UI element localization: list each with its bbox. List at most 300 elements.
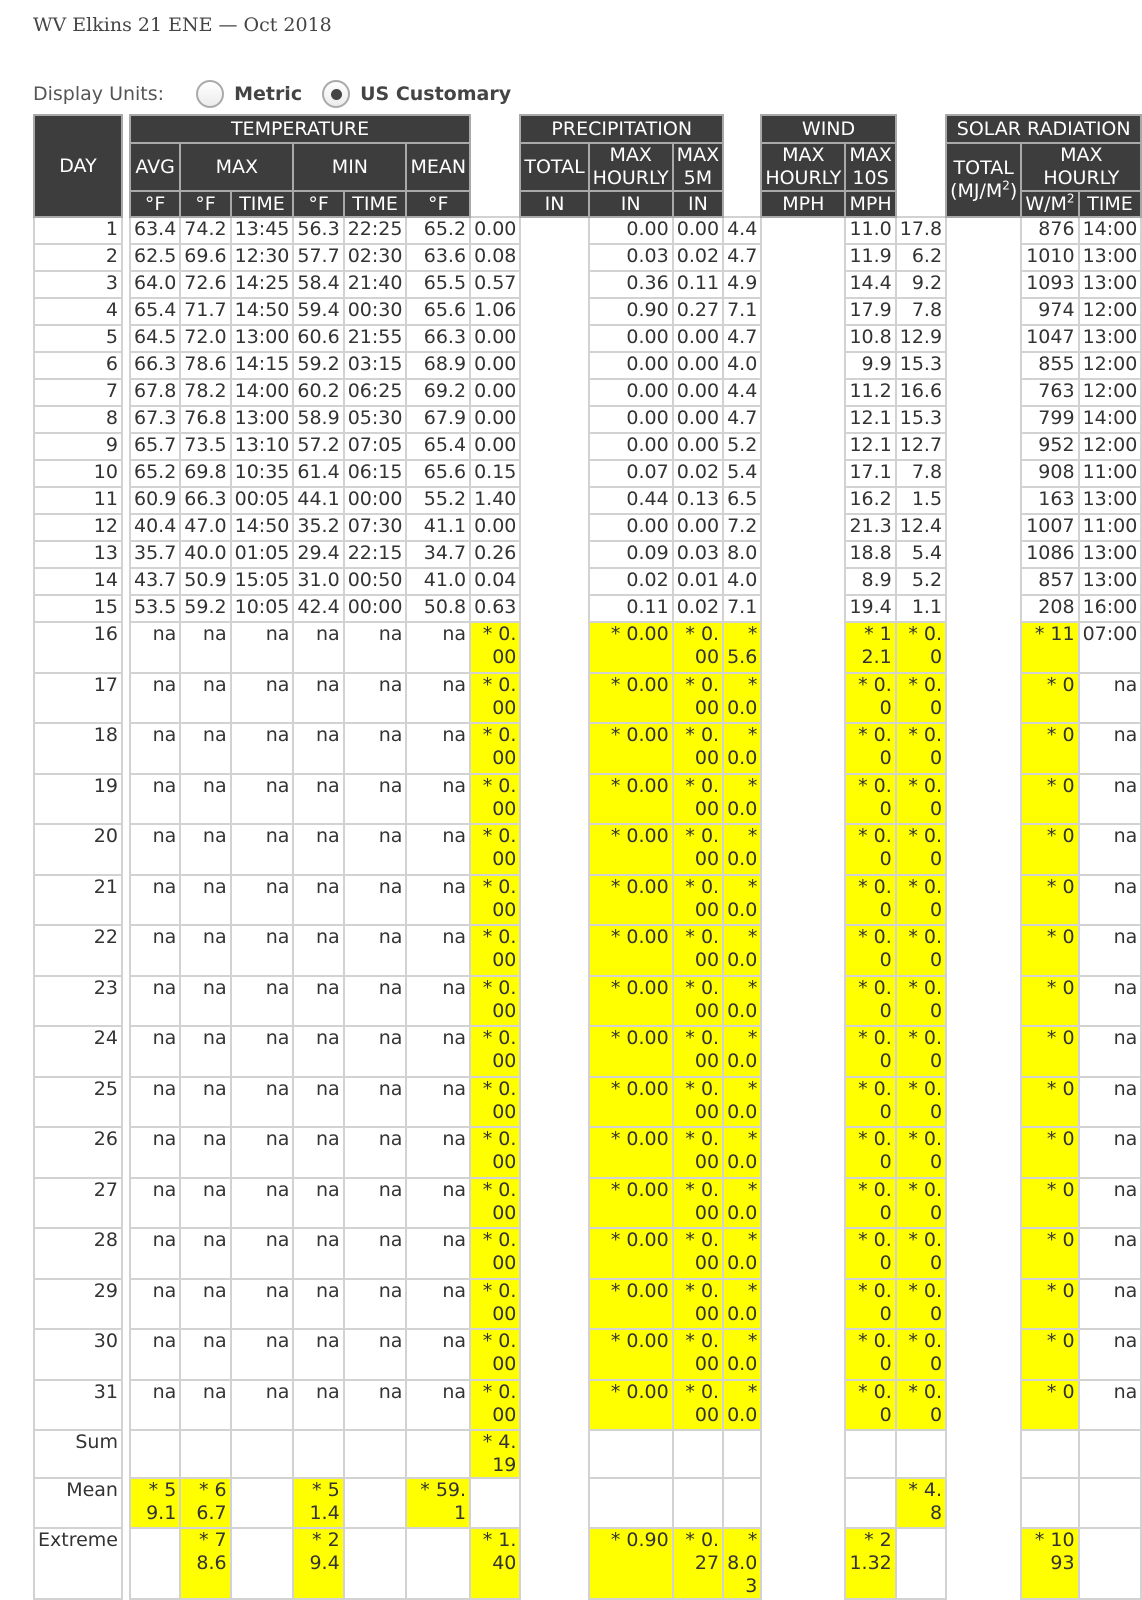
table-cell: 0.04 xyxy=(470,568,520,595)
table-cell: 19.4 xyxy=(845,595,895,622)
table-cell: 67.8 xyxy=(130,379,180,406)
table-row xyxy=(34,406,1141,433)
table-cell: * 11 xyxy=(1021,622,1078,673)
table-cell xyxy=(406,1430,470,1478)
table-cell: 17.9 xyxy=(845,298,895,325)
day-header: DAY xyxy=(34,115,122,217)
summary-row xyxy=(34,1478,1141,1528)
day-cell: 14 xyxy=(34,568,122,595)
table-cell: 78.2 xyxy=(180,379,230,406)
table-cell: na xyxy=(1079,1127,1142,1178)
table-cell: 35.2 xyxy=(293,514,343,541)
table-row xyxy=(34,824,1141,875)
table-cell: * 0.0 xyxy=(845,1380,895,1431)
day-cell: 5 xyxy=(34,325,122,352)
table-cell: * 0.00 xyxy=(470,774,520,825)
precip-max-hourly-header: MAX HOURLY xyxy=(589,143,673,191)
table-cell: 47.0 xyxy=(180,514,230,541)
table-cell: 8.9 xyxy=(845,568,895,595)
table-cell: 07:30 xyxy=(344,514,407,541)
table-row xyxy=(34,673,1141,724)
table-cell: 72.6 xyxy=(180,271,230,298)
table-cell: 0.11 xyxy=(589,595,673,622)
metric-radio[interactable] xyxy=(196,80,302,108)
table-cell: na xyxy=(1079,1026,1142,1077)
table-cell: na xyxy=(231,875,294,926)
table-cell: na xyxy=(130,824,180,875)
display-units-label: Display Units: xyxy=(33,83,165,105)
temp-max-unit: °F xyxy=(180,191,230,217)
table-cell: na xyxy=(1079,1279,1142,1330)
table-row xyxy=(34,352,1141,379)
table-cell: 4.9 xyxy=(723,271,761,298)
table-row xyxy=(34,875,1141,926)
table-cell: 41.0 xyxy=(406,568,470,595)
table-cell: * 0.00 xyxy=(589,1077,673,1128)
table-cell: na xyxy=(1079,774,1142,825)
table-cell xyxy=(673,1430,723,1478)
table-cell: 13:00 xyxy=(231,406,294,433)
table-cell: * 51.4 xyxy=(293,1478,343,1528)
table-cell: 7.2 xyxy=(723,514,761,541)
table-cell: 857 xyxy=(1021,568,1078,595)
table-cell: na xyxy=(406,976,470,1027)
table-row xyxy=(34,514,1141,541)
table-cell: 58.9 xyxy=(293,406,343,433)
table-cell: * 0.0 xyxy=(845,774,895,825)
table-cell: na xyxy=(180,875,230,926)
table-cell: 67.9 xyxy=(406,406,470,433)
table-cell: 0.00 xyxy=(589,406,673,433)
table-cell: 5.2 xyxy=(896,568,946,595)
table-cell: 876 xyxy=(1021,217,1078,244)
table-cell: * 5.6 xyxy=(723,622,761,673)
table-cell: * 0.0 xyxy=(896,622,946,673)
table-cell: na xyxy=(344,1178,407,1229)
table-cell: 11.2 xyxy=(845,379,895,406)
table-cell: 73.5 xyxy=(180,433,230,460)
table-row xyxy=(34,568,1141,595)
table-row xyxy=(34,298,1141,325)
table-cell: 0.00 xyxy=(589,514,673,541)
table-cell: 4.7 xyxy=(723,406,761,433)
table-cell xyxy=(406,1528,470,1599)
table-cell: * 0.0 xyxy=(845,1329,895,1380)
table-cell: na xyxy=(180,1077,230,1128)
table-row xyxy=(34,325,1141,352)
table-cell: na xyxy=(231,1380,294,1431)
day-cell: 22 xyxy=(34,925,122,976)
table-cell: * 0.0 xyxy=(845,1026,895,1077)
table-cell: * 0.0 xyxy=(723,976,761,1027)
table-cell: 05:30 xyxy=(344,406,407,433)
table-cell: na xyxy=(344,925,407,976)
table-cell: 44.1 xyxy=(293,487,343,514)
table-cell xyxy=(589,1430,673,1478)
table-cell: * 0.0 xyxy=(845,723,895,774)
table-cell: na xyxy=(180,1178,230,1229)
table-cell: * 0.0 xyxy=(845,1077,895,1128)
table-cell: * 0.0 xyxy=(845,925,895,976)
table-cell: 76.8 xyxy=(180,406,230,433)
table-cell: na xyxy=(231,925,294,976)
table-cell: * 0.00 xyxy=(589,1127,673,1178)
table-cell: 1007 xyxy=(1021,514,1078,541)
table-cell: * 0.00 xyxy=(589,925,673,976)
temp-min-header: MIN xyxy=(293,143,406,191)
day-cell: 21 xyxy=(34,875,122,926)
table-row xyxy=(34,487,1141,514)
table-cell: 1086 xyxy=(1021,541,1078,568)
precip-max-5m-unit: IN xyxy=(673,191,723,217)
temp-avg-header: AVG xyxy=(130,143,180,191)
day-cell: 1 xyxy=(34,217,122,244)
table-cell: 0.09 xyxy=(589,541,673,568)
table-cell xyxy=(470,1478,520,1528)
table-cell: 1.06 xyxy=(470,298,520,325)
table-cell: * 0.00 xyxy=(589,723,673,774)
table-cell xyxy=(231,1478,294,1528)
table-cell: na xyxy=(293,1279,343,1330)
table-cell: 17.1 xyxy=(845,460,895,487)
table-cell: na xyxy=(180,673,230,724)
table-cell: * 0.0 xyxy=(896,1178,946,1229)
temperature-header: TEMPERATURE xyxy=(130,115,470,143)
day-cell: 25 xyxy=(34,1077,122,1128)
precip-total-header: TOTAL xyxy=(520,143,588,191)
table-cell: 6.2 xyxy=(896,244,946,271)
table-cell: * 0.0 xyxy=(723,673,761,724)
table-cell: na xyxy=(130,774,180,825)
table-cell: 12:00 xyxy=(1079,433,1142,460)
table-cell: 0.11 xyxy=(673,271,723,298)
table-cell: 908 xyxy=(1021,460,1078,487)
table-cell: 00:50 xyxy=(344,568,407,595)
table-cell: 55.2 xyxy=(406,487,470,514)
table-cell: 12:00 xyxy=(1079,379,1142,406)
table-cell: * 0.0 xyxy=(896,1077,946,1128)
table-cell: 11:00 xyxy=(1079,460,1142,487)
table-cell: 69.6 xyxy=(180,244,230,271)
table-cell: 65.4 xyxy=(406,433,470,460)
table-cell: na xyxy=(1079,824,1142,875)
table-cell: * 0.0 xyxy=(845,673,895,724)
table-cell: 64.5 xyxy=(130,325,180,352)
table-cell: * 0.00 xyxy=(673,1380,723,1431)
table-cell: 66.3 xyxy=(406,325,470,352)
table-cell: * 0.0 xyxy=(723,723,761,774)
table-cell: * 0.00 xyxy=(470,1380,520,1431)
table-cell: na xyxy=(344,1228,407,1279)
table-cell xyxy=(1079,1478,1142,1528)
table-cell: na xyxy=(130,1077,180,1128)
table-cell: na xyxy=(180,824,230,875)
table-cell: 60.2 xyxy=(293,379,343,406)
table-cell: * 78.6 xyxy=(180,1528,230,1599)
table-cell: 952 xyxy=(1021,433,1078,460)
table-cell: * 0.00 xyxy=(673,1127,723,1178)
table-cell: 63.4 xyxy=(130,217,180,244)
table-cell xyxy=(1079,1528,1142,1599)
table-cell: na xyxy=(231,1329,294,1380)
table-cell: na xyxy=(293,824,343,875)
table-row xyxy=(34,433,1141,460)
table-cell: * 0.0 xyxy=(896,673,946,724)
table-cell: * 0.00 xyxy=(589,1329,673,1380)
table-cell: na xyxy=(293,1127,343,1178)
table-cell: 14:50 xyxy=(231,298,294,325)
table-cell: * 0.0 xyxy=(723,774,761,825)
table-cell: * 0.00 xyxy=(470,1279,520,1330)
table-row xyxy=(34,1127,1141,1178)
table-cell: na xyxy=(180,1127,230,1178)
table-cell: na xyxy=(130,723,180,774)
table-cell: * 0.0 xyxy=(723,1279,761,1330)
table-cell: 13:00 xyxy=(1079,568,1142,595)
table-cell xyxy=(130,1528,180,1599)
table-cell: * 4.19 xyxy=(470,1430,520,1478)
table-cell: na xyxy=(344,1380,407,1431)
table-cell: 65.5 xyxy=(406,271,470,298)
table-cell: na xyxy=(180,1380,230,1431)
table-cell: 0.00 xyxy=(673,217,723,244)
table-cell: na xyxy=(344,1077,407,1128)
table-cell: * 0.00 xyxy=(673,622,723,673)
data-table xyxy=(33,114,1142,1600)
table-cell: 0.00 xyxy=(673,379,723,406)
table-cell: 13:00 xyxy=(1079,244,1142,271)
table-cell: 0.00 xyxy=(589,217,673,244)
day-cell: 24 xyxy=(34,1026,122,1077)
table-cell: 43.7 xyxy=(130,568,180,595)
table-cell: na xyxy=(130,673,180,724)
table-cell: * 0.0 xyxy=(845,1228,895,1279)
table-cell: 40.0 xyxy=(180,541,230,568)
solar-radiation-header: SOLAR RADIATION xyxy=(946,115,1141,143)
solar-max-time-unit: TIME xyxy=(1079,191,1142,217)
day-cell: 7 xyxy=(34,379,122,406)
table-cell: 0.57 xyxy=(470,271,520,298)
table-cell: 22:25 xyxy=(344,217,407,244)
table-cell: * 1.40 xyxy=(470,1528,520,1599)
day-cell: 6 xyxy=(34,352,122,379)
table-cell: 15:05 xyxy=(231,568,294,595)
us-customary-radio[interactable] xyxy=(322,80,511,108)
day-cell: 20 xyxy=(34,824,122,875)
table-cell: * 0.00 xyxy=(589,1228,673,1279)
temp-mean-header: MEAN xyxy=(406,143,470,191)
table-cell: 855 xyxy=(1021,352,1078,379)
table-cell: * 0.00 xyxy=(589,824,673,875)
table-cell xyxy=(180,1430,230,1478)
table-cell: * 0.0 xyxy=(896,1329,946,1380)
table-cell: * 0.0 xyxy=(845,824,895,875)
table-cell: * 59.1 xyxy=(406,1478,470,1528)
table-cell: * 0.00 xyxy=(470,925,520,976)
table-cell: 5.4 xyxy=(896,541,946,568)
table-cell: 71.7 xyxy=(180,298,230,325)
table-cell: na xyxy=(406,925,470,976)
solar-total-header: TOTAL $(MJ/M^2)$ xyxy=(946,143,1021,217)
table-cell: na xyxy=(1079,1077,1142,1128)
table-cell: 8.0 xyxy=(723,541,761,568)
table-cell: na xyxy=(293,1329,343,1380)
table-cell: * 0 xyxy=(1021,1178,1078,1229)
table-row xyxy=(34,217,1141,244)
table-cell: na xyxy=(1079,723,1142,774)
table-cell: na xyxy=(293,774,343,825)
table-cell: * 0.0 xyxy=(723,875,761,926)
table-cell: * 0.00 xyxy=(470,622,520,673)
table-cell: 7.8 xyxy=(896,460,946,487)
table-cell: na xyxy=(293,875,343,926)
table-cell: na xyxy=(293,976,343,1027)
table-cell: * 0.0 xyxy=(845,875,895,926)
temp-max-time-unit: TIME xyxy=(231,191,294,217)
radio-unselected-icon xyxy=(196,80,224,108)
table-cell: * 0.0 xyxy=(723,1228,761,1279)
table-cell: 58.4 xyxy=(293,271,343,298)
table-cell: * 0.0 xyxy=(896,1279,946,1330)
table-cell: 1093 xyxy=(1021,271,1078,298)
table-cell xyxy=(1021,1478,1078,1528)
table-cell: * 0.00 xyxy=(470,1026,520,1077)
table-row xyxy=(34,595,1141,622)
table-cell: 0.00 xyxy=(470,514,520,541)
table-cell: 63.6 xyxy=(406,244,470,271)
table-cell: 06:25 xyxy=(344,379,407,406)
solar-max-hourly-header: MAX HOURLY xyxy=(1021,143,1141,191)
table-cell: na xyxy=(180,723,230,774)
table-cell: * 0.00 xyxy=(470,673,520,724)
display-units xyxy=(33,76,531,112)
table-cell: 69.2 xyxy=(406,379,470,406)
table-cell: 0.02 xyxy=(673,244,723,271)
table-cell: na xyxy=(293,1228,343,1279)
table-cell: 0.00 xyxy=(589,352,673,379)
table-cell: 799 xyxy=(1021,406,1078,433)
table-cell: 29.4 xyxy=(293,541,343,568)
table-cell: na xyxy=(130,1228,180,1279)
table-cell: na xyxy=(293,673,343,724)
table-cell: * 0.27 xyxy=(673,1528,723,1599)
table-cell xyxy=(1021,1430,1078,1478)
page-title: WV Elkins 21 ENE — Oct 2018 xyxy=(33,14,332,36)
temp-min-unit: °F xyxy=(293,191,343,217)
table-cell: 0.26 xyxy=(470,541,520,568)
table-cell: na xyxy=(1079,1228,1142,1279)
table-cell: * 66.7 xyxy=(180,1478,230,1528)
table-row xyxy=(34,774,1141,825)
table-cell: na xyxy=(180,1026,230,1077)
table-cell: 0.00 xyxy=(470,217,520,244)
table-cell: * 0.00 xyxy=(673,875,723,926)
table-cell: na xyxy=(406,875,470,926)
table-cell: * 29.4 xyxy=(293,1528,343,1599)
table-cell: * 12.1 xyxy=(845,622,895,673)
table-cell: 7.1 xyxy=(723,595,761,622)
table-row xyxy=(34,1228,1141,1279)
table-cell: * 0.00 xyxy=(673,673,723,724)
table-cell: 4.4 xyxy=(723,217,761,244)
table-cell: 11:00 xyxy=(1079,514,1142,541)
table-cell: * 0.00 xyxy=(673,824,723,875)
table-cell: * 0 xyxy=(1021,723,1078,774)
table-cell: * 0.00 xyxy=(673,1279,723,1330)
table-cell: na xyxy=(344,875,407,926)
day-cell: 16 xyxy=(34,622,122,673)
table-cell: 0.15 xyxy=(470,460,520,487)
table-cell: 57.7 xyxy=(293,244,343,271)
table-cell: 0.00 xyxy=(673,406,723,433)
temp-min-time-unit: TIME xyxy=(344,191,407,217)
table-cell: 15.3 xyxy=(896,406,946,433)
table-cell: 60.6 xyxy=(293,325,343,352)
summary-label: Extreme xyxy=(34,1528,122,1599)
table-cell: 1047 xyxy=(1021,325,1078,352)
table-row xyxy=(34,622,1141,673)
table-cell xyxy=(723,1478,761,1528)
table-cell: 5.2 xyxy=(723,433,761,460)
table-cell: 72.0 xyxy=(180,325,230,352)
table-cell: * 0 xyxy=(1021,673,1078,724)
table-cell: na xyxy=(406,723,470,774)
table-cell: 21.3 xyxy=(845,514,895,541)
table-cell: na xyxy=(130,622,180,673)
table-cell: na xyxy=(231,774,294,825)
table-cell: na xyxy=(293,1077,343,1128)
table-cell xyxy=(344,1430,407,1478)
table-cell: na xyxy=(231,1178,294,1229)
table-cell: na xyxy=(130,1127,180,1178)
table-cell: na xyxy=(406,1228,470,1279)
table-cell: na xyxy=(231,1077,294,1128)
table-cell: 10:35 xyxy=(231,460,294,487)
table-cell: na xyxy=(293,622,343,673)
table-cell: na xyxy=(130,1279,180,1330)
table-cell: na xyxy=(231,723,294,774)
table-cell: 0.13 xyxy=(673,487,723,514)
table-cell: 13:00 xyxy=(231,325,294,352)
table-cell: * 0 xyxy=(1021,1329,1078,1380)
table-cell: 61.4 xyxy=(293,460,343,487)
table-cell: 64.0 xyxy=(130,271,180,298)
table-cell: na xyxy=(406,1127,470,1178)
table-cell: na xyxy=(406,1380,470,1431)
table-cell: 31.0 xyxy=(293,568,343,595)
table-cell: 9.9 xyxy=(845,352,895,379)
table-cell: 02:30 xyxy=(344,244,407,271)
table-cell: na xyxy=(344,723,407,774)
wind-max-hourly-header: MAX HOURLY xyxy=(761,143,845,191)
table-cell: na xyxy=(406,1178,470,1229)
table-cell: na xyxy=(180,1279,230,1330)
table-cell: * 0.00 xyxy=(673,1178,723,1229)
day-cell: 19 xyxy=(34,774,122,825)
day-cell: 12 xyxy=(34,514,122,541)
table-cell: * 4.8 xyxy=(896,1478,946,1528)
table-cell: 0.08 xyxy=(470,244,520,271)
table-cell: 69.8 xyxy=(180,460,230,487)
day-cell: 30 xyxy=(34,1329,122,1380)
table-row xyxy=(34,1279,1141,1330)
table-row xyxy=(34,976,1141,1027)
table-cell: na xyxy=(231,1279,294,1330)
table-cell: na xyxy=(344,1329,407,1380)
table-cell xyxy=(845,1430,895,1478)
temp-max-header: MAX xyxy=(180,143,293,191)
table-cell: * 0.0 xyxy=(896,774,946,825)
